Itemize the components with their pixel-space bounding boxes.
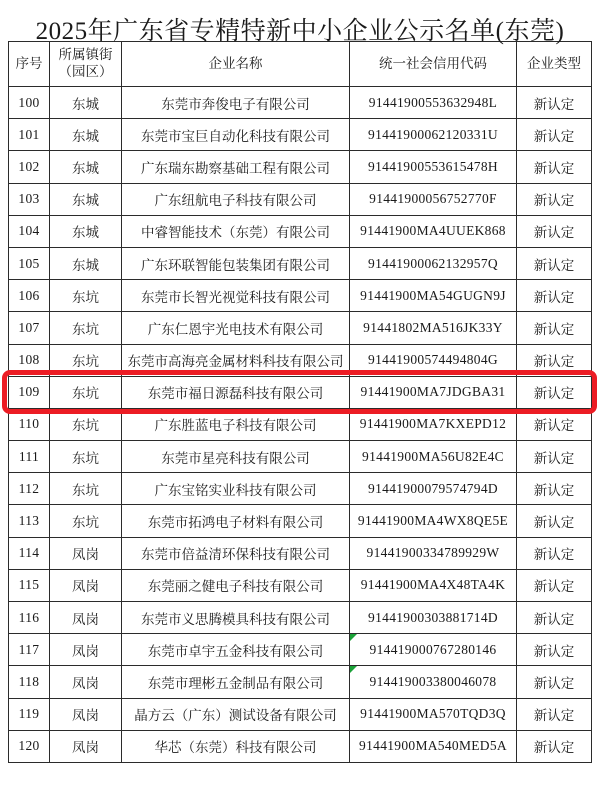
cell-type: 新认定 <box>517 473 592 505</box>
cell-credit-code: 91441900062120331U <box>350 119 517 151</box>
table-body <box>9 87 592 763</box>
cell-credit-code: 91441900079574794D <box>350 473 517 505</box>
cell-company: 东莞市福日源磊科技有限公司 <box>122 376 350 408</box>
table-row <box>9 537 592 569</box>
cell-type: 新认定 <box>517 119 592 151</box>
cell-town: 东城 <box>50 215 122 247</box>
table-row <box>9 473 592 505</box>
cell-town: 东坑 <box>50 280 122 312</box>
cell-credit-code: 91441900574494804G <box>350 344 517 376</box>
table-row <box>9 312 592 344</box>
cell-serial: 102 <box>9 151 50 183</box>
cell-type: 新认定 <box>517 215 592 247</box>
cell-town: 东城 <box>50 183 122 215</box>
cell-serial: 103 <box>9 183 50 215</box>
table-row <box>9 569 592 601</box>
cell-credit-code: 91441900MA540MED5A <box>350 730 517 762</box>
cell-town: 东坑 <box>50 408 122 440</box>
col-header-serial <box>9 42 50 87</box>
cell-type: 新认定 <box>517 151 592 183</box>
cell-company: 东莞市奔俊电子有限公司 <box>122 87 350 119</box>
cell-serial: 118 <box>9 666 50 698</box>
cell-town: 东坑 <box>50 376 122 408</box>
cell-credit-code: 91441900056752770F <box>350 183 517 215</box>
cell-company: 广东胜蓝电子科技有限公司 <box>122 408 350 440</box>
cell-company: 中睿智能技术（东莞）有限公司 <box>122 215 350 247</box>
cell-company: 广东环联智能包装集团有限公司 <box>122 247 350 279</box>
cell-company: 广东宝铭实业科技有限公司 <box>122 473 350 505</box>
table-row <box>9 183 592 215</box>
cell-company: 东莞市星亮科技有限公司 <box>122 441 350 473</box>
cell-town: 东城 <box>50 119 122 151</box>
cell-note-marker-icon <box>350 666 357 673</box>
cell-serial: 108 <box>9 344 50 376</box>
table-row <box>9 505 592 537</box>
cell-town: 凤岗 <box>50 634 122 666</box>
cell-credit-code: 914419000767280146 <box>350 634 517 666</box>
cell-town: 东坑 <box>50 473 122 505</box>
cell-serial: 104 <box>9 215 50 247</box>
cell-credit-code: 91441900MA7KXEPD12 <box>350 408 517 440</box>
cell-note-marker-icon <box>350 634 357 641</box>
table-row <box>9 280 592 312</box>
table-row <box>9 698 592 730</box>
cell-credit-code: 91441900MA56U82E4C <box>350 441 517 473</box>
cell-town: 凤岗 <box>50 730 122 762</box>
table-row <box>9 441 592 473</box>
cell-company: 东莞市倍益清环保科技有限公司 <box>122 537 350 569</box>
cell-town: 东坑 <box>50 344 122 376</box>
cell-credit-code: 91441900MA4UUEK868 <box>350 215 517 247</box>
cell-credit-code: 91441802MA516JK33Y <box>350 312 517 344</box>
cell-type: 新认定 <box>517 312 592 344</box>
cell-serial: 117 <box>9 634 50 666</box>
table-row <box>9 119 592 151</box>
cell-company: 华芯（东莞）科技有限公司 <box>122 730 350 762</box>
cell-credit-code: 91441900MA4X48TA4K <box>350 569 517 601</box>
cell-credit-code: 91441900MA54GUGN9J <box>350 280 517 312</box>
cell-town: 东城 <box>50 151 122 183</box>
table-row <box>9 344 592 376</box>
col-header-town-line1: 所属镇街 <box>58 47 113 63</box>
cell-town: 凤岗 <box>50 537 122 569</box>
col-header-credit-code <box>350 42 517 87</box>
cell-town: 东城 <box>50 247 122 279</box>
cell-company: 东莞市理彬五金制品有限公司 <box>122 666 350 698</box>
table-row <box>9 151 592 183</box>
cell-type: 新认定 <box>517 569 592 601</box>
cell-type: 新认定 <box>517 183 592 215</box>
cell-company: 东莞市拓鸿电子材料有限公司 <box>122 505 350 537</box>
cell-type: 新认定 <box>517 505 592 537</box>
cell-serial: 110 <box>9 408 50 440</box>
col-header-type-label: 企业类型 <box>527 55 581 71</box>
cell-serial: 120 <box>9 730 50 762</box>
cell-serial: 116 <box>9 602 50 634</box>
cell-type: 新认定 <box>517 408 592 440</box>
cell-company: 广东瑞东勘察基础工程有限公司 <box>122 151 350 183</box>
table-row <box>9 730 592 762</box>
cell-company: 东莞丽之健电子科技有限公司 <box>122 569 350 601</box>
cell-town: 东坑 <box>50 441 122 473</box>
cell-town: 凤岗 <box>50 666 122 698</box>
table-row <box>9 87 592 119</box>
cell-serial: 119 <box>9 698 50 730</box>
cell-company: 东莞市高海亮金属材料科技有限公司 <box>122 344 350 376</box>
cell-type: 新认定 <box>517 247 592 279</box>
cell-type: 新认定 <box>517 537 592 569</box>
cell-credit-code: 91441900MA570TQD3Q <box>350 698 517 730</box>
cell-serial: 105 <box>9 247 50 279</box>
cell-serial: 113 <box>9 505 50 537</box>
table-row <box>9 634 592 666</box>
cell-serial: 100 <box>9 87 50 119</box>
cell-credit-code: 914419003380046078 <box>350 666 517 698</box>
cell-town: 凤岗 <box>50 569 122 601</box>
cell-serial: 107 <box>9 312 50 344</box>
col-header-serial-label: 序号 <box>15 55 43 71</box>
cell-serial: 115 <box>9 569 50 601</box>
cell-company: 东莞市卓宇五金科技有限公司 <box>122 634 350 666</box>
cell-town: 东坑 <box>50 505 122 537</box>
table-row <box>9 376 592 408</box>
cell-serial: 101 <box>9 119 50 151</box>
cell-town: 东坑 <box>50 312 122 344</box>
table-row <box>9 602 592 634</box>
cell-company: 东莞市义思腾模具科技有限公司 <box>122 602 350 634</box>
cell-company: 东莞市长智光视觉科技有限公司 <box>122 280 350 312</box>
cell-type: 新认定 <box>517 666 592 698</box>
table-row <box>9 666 592 698</box>
company-table <box>8 41 592 763</box>
cell-credit-code: 91441900334789929W <box>350 537 517 569</box>
col-header-town <box>50 42 122 87</box>
table-header-row <box>9 42 592 87</box>
cell-type: 新认定 <box>517 441 592 473</box>
cell-town: 凤岗 <box>50 602 122 634</box>
cell-credit-code: 91441900553615478H <box>350 151 517 183</box>
col-header-town-line2: （园区） <box>58 64 113 79</box>
cell-serial: 109 <box>9 376 50 408</box>
page-title: 2025年广东省专精特新中小企业公示名单(东莞) <box>35 18 565 45</box>
col-header-company-label: 企业名称 <box>208 55 263 71</box>
cell-credit-code: 91441900062132957Q <box>350 247 517 279</box>
cell-serial: 106 <box>9 280 50 312</box>
cell-credit-code: 91441900303881714D <box>350 602 517 634</box>
table-row <box>9 408 592 440</box>
cell-company: 广东仁恩宇光电技术有限公司 <box>122 312 350 344</box>
cell-company: 晶方云（广东）测试设备有限公司 <box>122 698 350 730</box>
cell-type: 新认定 <box>517 280 592 312</box>
table-row <box>9 215 592 247</box>
cell-serial: 111 <box>9 441 50 473</box>
cell-type: 新认定 <box>517 87 592 119</box>
cell-town: 东城 <box>50 87 122 119</box>
cell-type: 新认定 <box>517 344 592 376</box>
cell-type: 新认定 <box>517 698 592 730</box>
col-header-credit-code-label: 统一社会信用代码 <box>379 55 487 71</box>
table-row <box>9 247 592 279</box>
cell-credit-code: 91441900MA7JDGBA31 <box>350 376 517 408</box>
cell-serial: 112 <box>9 473 50 505</box>
cell-type: 新认定 <box>517 376 592 408</box>
col-header-company <box>122 42 350 87</box>
cell-type: 新认定 <box>517 634 592 666</box>
col-header-type <box>517 42 592 87</box>
cell-type: 新认定 <box>517 602 592 634</box>
cell-town: 凤岗 <box>50 698 122 730</box>
cell-type: 新认定 <box>517 730 592 762</box>
cell-credit-code: 91441900MA4WX8QE5E <box>350 505 517 537</box>
cell-company: 东莞市宝巨自动化科技有限公司 <box>122 119 350 151</box>
cell-credit-code: 91441900553632948L <box>350 87 517 119</box>
cell-company: 广东纽航电子科技有限公司 <box>122 183 350 215</box>
cell-serial: 114 <box>9 537 50 569</box>
